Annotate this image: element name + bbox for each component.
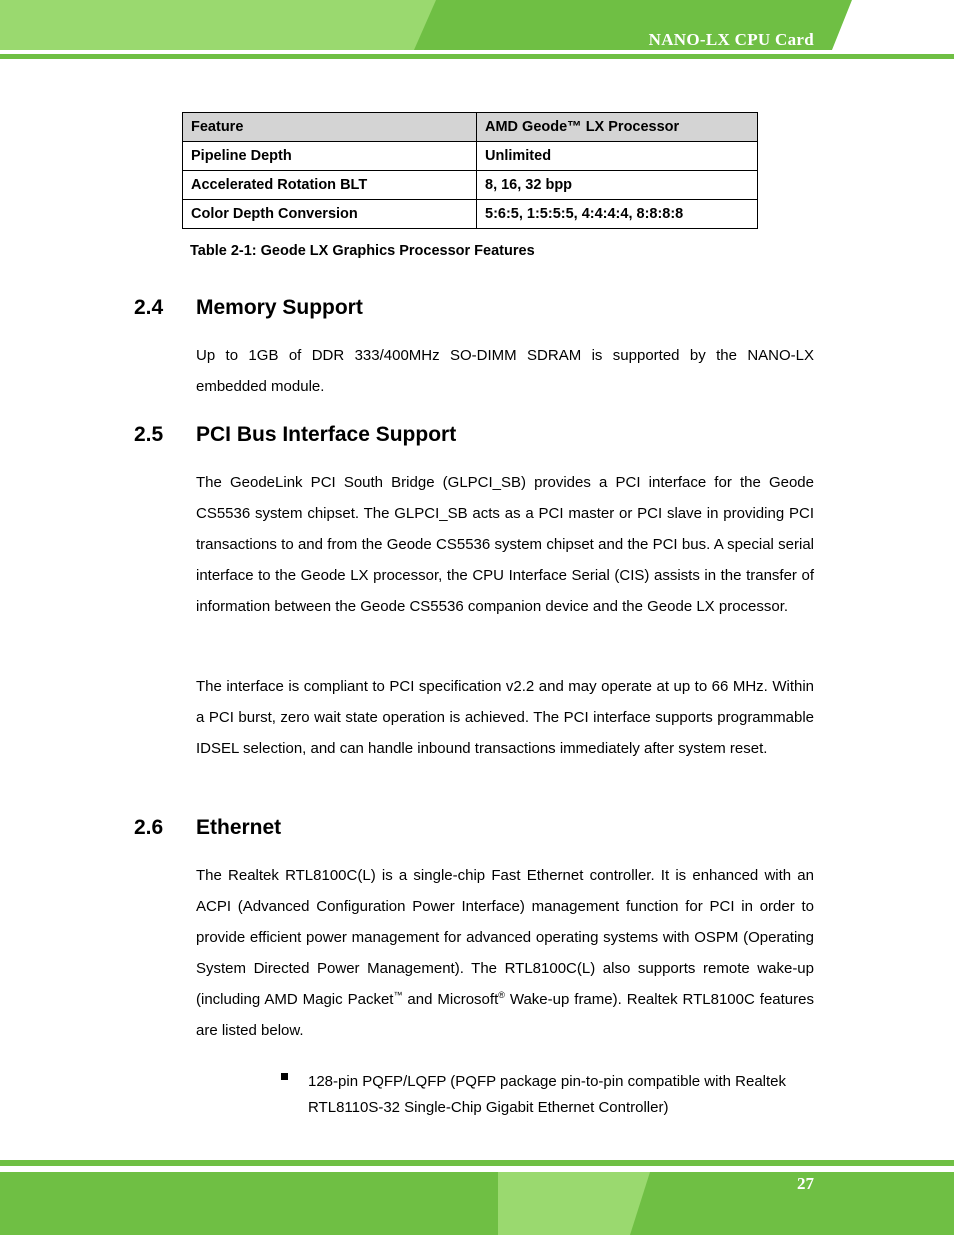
- table-cell: Pipeline Depth: [183, 142, 477, 171]
- table-row: [183, 142, 758, 171]
- memory-paragraph: Up to 1GB of DDR 333/400MHz SO-DIMM SDRAM is supported by the NANO-LX embedded module.: [196, 347, 814, 395]
- footer-banner: [0, 1160, 954, 1235]
- section-title: Ethernet: [196, 816, 282, 839]
- section-number: 2.5: [134, 423, 164, 446]
- section-title: Memory Support: [196, 296, 363, 319]
- table-cell: Unlimited: [477, 142, 758, 171]
- table-row: [183, 200, 758, 229]
- table-header-cell: Feature: [183, 113, 477, 142]
- trademark-symbol: ™: [393, 990, 403, 1000]
- table-caption: Table 2-1: Geode LX Graphics Processor Features: [190, 243, 535, 259]
- table-cell: 5:6:5, 1:5:5:5, 4:4:4:4, 8:8:8:8: [477, 200, 758, 229]
- section-number: 2.6: [134, 816, 164, 839]
- section-number: 2.4: [134, 296, 164, 319]
- registered-symbol: ®: [498, 990, 505, 1000]
- ethernet-text: The Realtek RTL8100C(L) is a single-chip Fast Ethernet controller. It is enhanced with an ACPI (Advanced Configuration Power Interface) management function for PCI in order to provide efficient power management for advanced operating systems with OSPM (Operating System Directed Power Management). The RTL8100C(L) also supports remote wake-up (including AMD Magic Packet: [196, 867, 814, 1008]
- pci-paragraph-1: The GeodeLink PCI South Bridge (GLPCI_SB) provides a PCI interface for the Geode CS5536 system chipset. The GLPCI_SB acts as a PCI master or PCI slave in providing PCI transactions to and from the Geode CS5536 system chipset and the PCI bus. A special serial interface to the Geode LX processor, the CPU Interface Serial (CIS) assists in the transfer of information between the Geode CS5536 companion device and the Geode LX processor.: [196, 474, 814, 615]
- header-title: NANO-LX CPU Card: [648, 30, 814, 49]
- page-number: 27: [797, 1174, 814, 1193]
- bullet-square-icon: [281, 1073, 288, 1080]
- pci-paragraph-2: The interface is compliant to PCI specification v2.2 and may operate at up to 66 MHz. Within a PCI burst, zero wait state operation is achieved. The PCI interface supports programmable IDSEL selection, and can handle inbound transactions immediately after system reset.: [196, 678, 814, 757]
- table-cell: Color Depth Conversion: [183, 200, 477, 229]
- section-title: PCI Bus Interface Support: [196, 423, 457, 446]
- table-cell: 8, 16, 32 bpp: [477, 171, 758, 200]
- feature-table: [182, 112, 758, 229]
- table-row: [183, 171, 758, 200]
- table-header-cell: AMD Geode™ LX Processor: [477, 113, 758, 142]
- ethernet-paragraph: [196, 860, 814, 1046]
- table-cell: Accelerated Rotation BLT: [183, 171, 477, 200]
- ethernet-text: Wake-up frame). Realtek RTL8100C features are listed below.: [196, 991, 814, 1039]
- list-item: 128-pin PQFP/LQFP (PQFP package pin-to-pin compatible with Realtek RTL8110S-32 Single-Chip Gigabit Ethernet Controller): [308, 1073, 787, 1116]
- table-header-row: [183, 113, 758, 142]
- ethernet-text: and Microsoft: [402, 991, 499, 1008]
